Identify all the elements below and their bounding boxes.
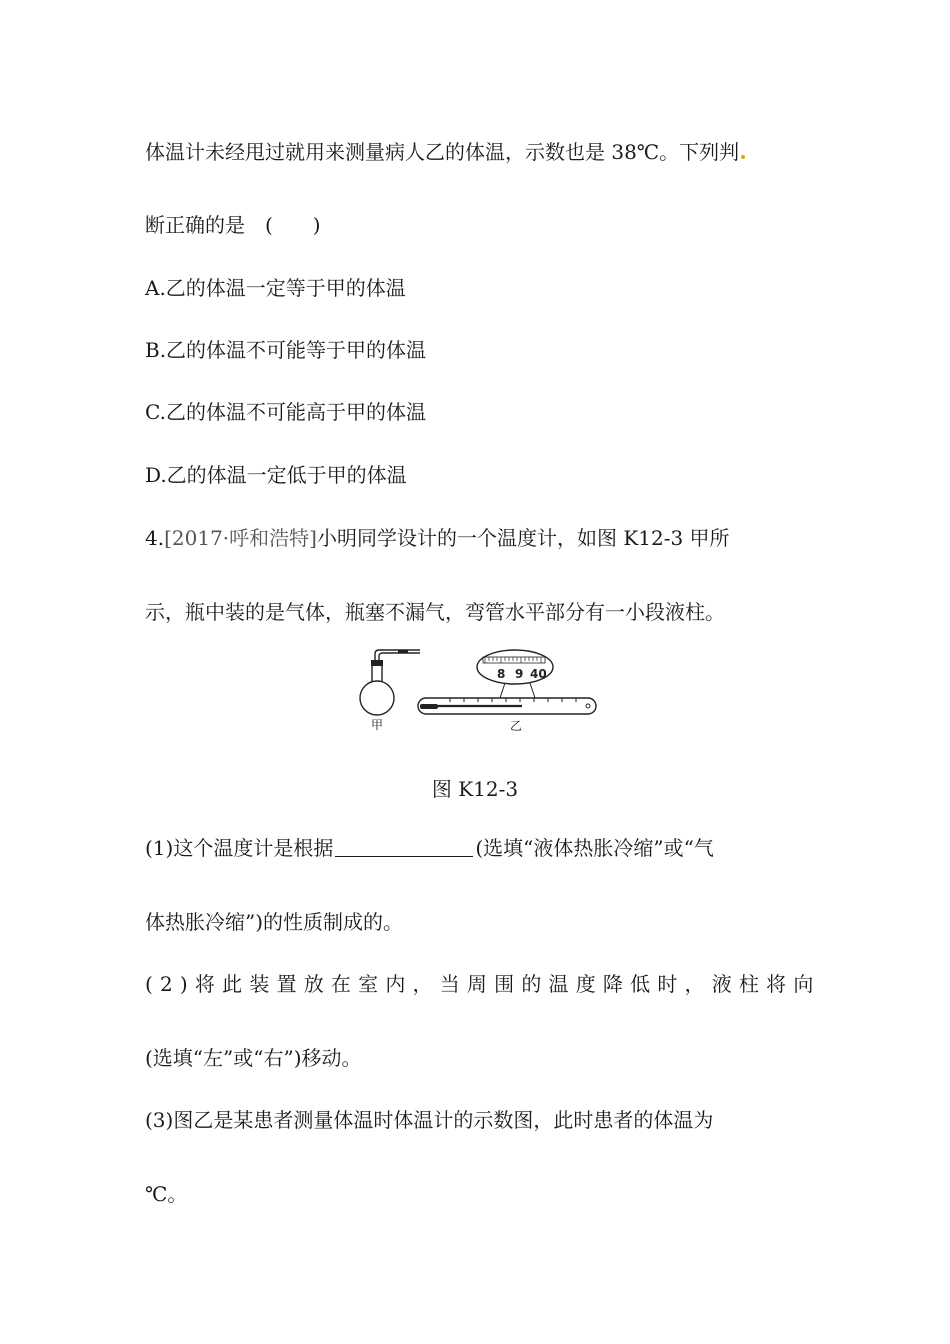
magnified-scale [477, 650, 553, 698]
question-number: 4. [145, 526, 165, 550]
thermometer-figure [350, 640, 610, 735]
question-stem-end: 断正确的是 ( ) [145, 213, 321, 237]
sub-question-2-line2: (选填“左”或“右”)移动。 [145, 1046, 362, 1070]
sub-question-3-line2: ℃。 [145, 1182, 188, 1206]
sub-question-1 [145, 836, 714, 860]
question-4-line1 [145, 526, 730, 550]
question-4-line2: 示，瓶中装的是气体，瓶塞不漏气，弯管水平部分有一小段液柱。 [145, 600, 725, 624]
question-text: 小明同学设计的一个温度计，如图 K12-3 甲所 [316, 526, 730, 550]
option-d: D.乙的体温一定低于甲的体温 [145, 463, 407, 487]
flask-apparatus [360, 650, 420, 715]
option-b: B.乙的体温不可能等于甲的体温 [145, 338, 427, 362]
option-c: C.乙的体温不可能高于甲的体温 [145, 400, 426, 424]
sub-question-3: (3)图乙是某患者测量体温时体温计的示数图，此时患者的体温为 [145, 1108, 714, 1132]
answer-blank[interactable] [335, 838, 473, 857]
clinical-thermometer [418, 698, 596, 714]
liquid-column [398, 650, 408, 653]
scale-number-8: 8 [497, 667, 506, 681]
text-post: (选填“液体热胀冷缩”或“气 [475, 836, 714, 860]
text: 体温计未经甩过就用来测量病人乙的体温，示数也是 38℃。下列判 [145, 140, 740, 164]
yellow-dot-mark [741, 155, 745, 159]
label-yi: 乙 [510, 719, 523, 733]
sub-question-1-line2: 体热胀冷缩”)的性质制成的。 [145, 910, 404, 934]
question-source: [2017·呼和浩特] [164, 526, 317, 550]
label-jia: 甲 [371, 718, 384, 732]
scale-number-40: 40 [530, 667, 547, 681]
sub-question-2: (2)将此装置放在室内，当周围的温度降低时，液柱将向 [145, 972, 821, 996]
text-pre: (1)这个温度计是根据 [145, 836, 334, 860]
scale-number-9: 9 [515, 667, 524, 681]
question-continuation-line [145, 140, 745, 164]
option-a: A.乙的体温一定等于甲的体温 [145, 276, 406, 300]
figure-caption: 图 K12-3 [431, 777, 519, 801]
